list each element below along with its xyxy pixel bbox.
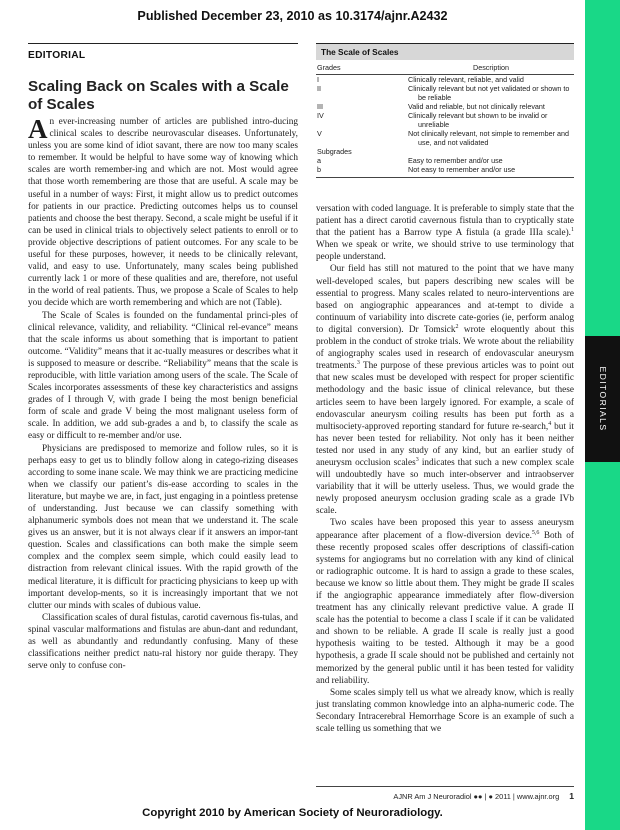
drop-cap: A: [28, 114, 48, 144]
section-side-tab: [585, 336, 620, 462]
right-column: [316, 203, 574, 735]
grade-cell: Subgrades: [317, 147, 352, 156]
paragraph: Physicians are predisposed to memorize and follow rules, so it is perhaps easy to get us to blindly follow along in catego-rizing diseases according to some inane scale. We may think we are practicing medicine when we classify our patient’s dis-ease according to scales in the literature, but maybe we are, in fact, just engaging in a pointless pretense of understanding. Just because we can classify something with alphanumeric symbols does not mean that we understand it. The scale gives us an answer, but it is not always clear if it answers an impor-tant question. Scales and classifications can both make the simple seem complex and the complex seem simple, which could easily lead to distraction from relevant clinical issues. With the rapid growth of the medical literature, it is difficult for practicing physicians to keep up with important develop-ments, so it is increasingly important that we not clutter our minds with scales of dubious value.: [28, 443, 298, 611]
reference-marker: 5,6: [531, 529, 540, 536]
reference-marker: 2: [455, 323, 459, 330]
grade-cell: b: [317, 165, 321, 174]
grade-cell: III: [317, 102, 323, 111]
table-row: [316, 84, 574, 102]
journal-citation: AJNR Am J Neuroradiol ●● | ● 2011 | www.ajnr.org: [393, 792, 560, 801]
table-row: [316, 102, 574, 111]
scale-of-scales-table: [316, 43, 574, 178]
table-row: [316, 156, 574, 165]
table-bottom-rule: [316, 177, 574, 178]
reference-marker: 1: [571, 227, 574, 234]
publication-header: Published December 23, 2010 as 10.3174/ajnr.A2432: [137, 9, 448, 23]
section-label: EDITORIAL: [28, 50, 86, 61]
paragraph: Our field has still not matured to the point that we have many well-developed scales, but papers describing new scales will be essential to progress. Many scales related to neuro-interventions are based on angiographic appearances and at-tempt to divide a continuum of variability into discrete cate-gories (ie, perform analog to digital conversion). Dr Tomsick$^2$ wrote eloquently about this problem in the conduct of stroke trials. We wrote about the reliability of angiography scales used in research of endovascular aneurysm treatments.$^3$ The purpose of these previous articles was to point out that new scales must be developed with respect for proper scientific methodology and the basic issue of clinical relevance, but these articles seem to have been largely ignored. For example, a scale of endovascular aneurysm coiling results has been put forth as a multisociety-approved reporting standard for future re-search,$^4$ but it has never been tested for reliability. Not only has it been neither tested nor used in any study of any kind, but an earlier study of aneurysm occlusion scales$^3$ indicates that such a new complex scale will undoubtedly have so much inter-observer and intraobserver variability that it will be utterly useless. Thus, we would grade the newly proposed aneurysm occlusion grading scale as a grade IVb scale.: [316, 264, 575, 517]
page-folio: [316, 791, 574, 801]
side-tab-label: EDITORIALS: [597, 366, 608, 432]
reference-marker: 4: [548, 420, 552, 427]
description-cell: Clinically relevant but not yet validated or shown to be reliable: [408, 84, 570, 102]
grade-cell: IV: [317, 111, 324, 120]
copyright-notice: Copyright 2010 by American Society of Neuroradiology.: [142, 807, 443, 819]
reference-marker: 3: [415, 456, 419, 463]
header-rule: [28, 43, 298, 44]
grade-cell: I: [317, 75, 319, 84]
page-number: 1: [569, 791, 574, 801]
paragraph: Classification scales of dural fistulas, carotid cavernous fis-tulas, and spinal vascular malformations and fistulas are abun-dant and redundant, as well as abundantly and redundantly confusing. Many of these classifications neither predict natu-ral history nor guide therapy. They serve only to confuse con-: [28, 612, 298, 672]
column-header-grades: Grades: [317, 63, 341, 72]
article-title: Scaling Back on Scales with a Scale of Scales: [28, 78, 289, 113]
table-body: [316, 75, 574, 174]
table-row: [316, 75, 574, 84]
grade-cell: II: [317, 84, 321, 93]
paragraph: Some scales simply tell us what we already know, which is really just translating common knowledge into an alpha-numeric code. The Secondary Intracerebral Hemorrhage Score is an example of such a scale telling us something that we: [316, 687, 574, 735]
paragraph: versation with coded language. It is preferable to simply state that the patient has a direct carotid cavernous fistula than to cryptically state that the patient has a Barrow type A fistula (a grade IIIa scale).$^1$ When we speak or write, we should strive to use terminology that people understand.: [316, 204, 574, 263]
paragraph: The Scale of Scales is founded on the fundamental princi-ples of clinical relevance, validity, and reliability. “Clinical rel-evance” means that the scale informs us about something that is important to patient outcome. “Validity” means that it ac-tually measures or describes what it is supposed to measure or describe. “Reliability” means that the scale is reproducible, with little variation among users of the scale. The Scale of Scales incorporates assessments of these key characteristics and assigns grades of I through V, with grade I being the most benign beneficial form of scale and grade V being the most malignant useless form of scale. In addition, we add sub-grades a and b, to classify the scale as easy or difficult to re-member and/or use.: [28, 310, 298, 442]
paragraph: Two scales have been proposed this year to assess aneurysm appearance after placement of a flow-diversion device.$^{5,6}$ Both of these recently proposed scales offer descriptions of classifi-cation systems for angiograms but no correlation with any kind of clinical or radiographic outcome. It is hard to assign a grade to these scales, because we know so little about them. They might be grade II scales if the angiographic appearance immediately after flow-diversion treatment has any clinically relevant predictive value. A grade II scale has the potential to become a class I scale if it can be validated and shown to be reliable. A grade II scale is really just a good hypothesis waiting to be tested. Although it may be a good hypothesis, a grade II scale should not be published and certainly not memorized by the general public until it has been tested for validity and reliability.: [316, 518, 574, 686]
grade-cell: a: [317, 156, 321, 165]
description-cell: Clinically relevant but shown to be invalid or unreliable: [408, 111, 548, 129]
description-cell: [408, 147, 574, 156]
table-header-row: [316, 60, 574, 75]
description-cell: Not easy to remember and/or use: [408, 165, 516, 174]
reference-marker: 3: [356, 360, 360, 367]
grade-cell: V: [317, 129, 322, 138]
table-row: [316, 165, 574, 174]
left-column: [28, 116, 298, 672]
description-cell: Clinically relevant, reliable, and valid: [408, 75, 524, 84]
paragraph: An ever-increasing number of articles are published intro-ducing clinical scales to describe neurovascular diseases. Unfortunately, unless you are some kind of idiot savant, there are now too many scales to remember. It would be helpful to have some way of knowing which scales are worth remember-ing and which are not. Most would agree that those worth remembering are those that are useful. A scale may be useful in a number of ways: First, it might allow us to predict outcomes for patients in our practice. Predicting outcomes helps us to counsel patients and choose the best therapy. Second, a scale might be useful if it can be used in clinical trials to objectively select patients to enroll or to provide objective descriptions of patient outcomes. For any scale to be useful for these purposes, however, it needs to be clinically relevant, valid, and easy to use. Unfortunately, many scales being published currently lack 1 or more of these qualities and are, therefore, not useful in the world of real patients. Thus, we propose a Scale of Scales to help you decide which are worth remembering and which are not (Table).: [28, 114, 298, 309]
description-cell: Valid and reliable, but not clinically relevant: [408, 102, 545, 111]
table-row: [316, 147, 574, 156]
column-header-description: Description: [473, 63, 509, 72]
description-cell: Easy to remember and/or use: [408, 156, 503, 165]
table-row: [316, 129, 574, 147]
table-title: The Scale of Scales: [316, 44, 574, 60]
table-row: [316, 111, 574, 129]
footer-rule: [316, 786, 574, 787]
description-cell: Not clinically relevant, not simple to remember and use, and not validated: [408, 129, 569, 147]
